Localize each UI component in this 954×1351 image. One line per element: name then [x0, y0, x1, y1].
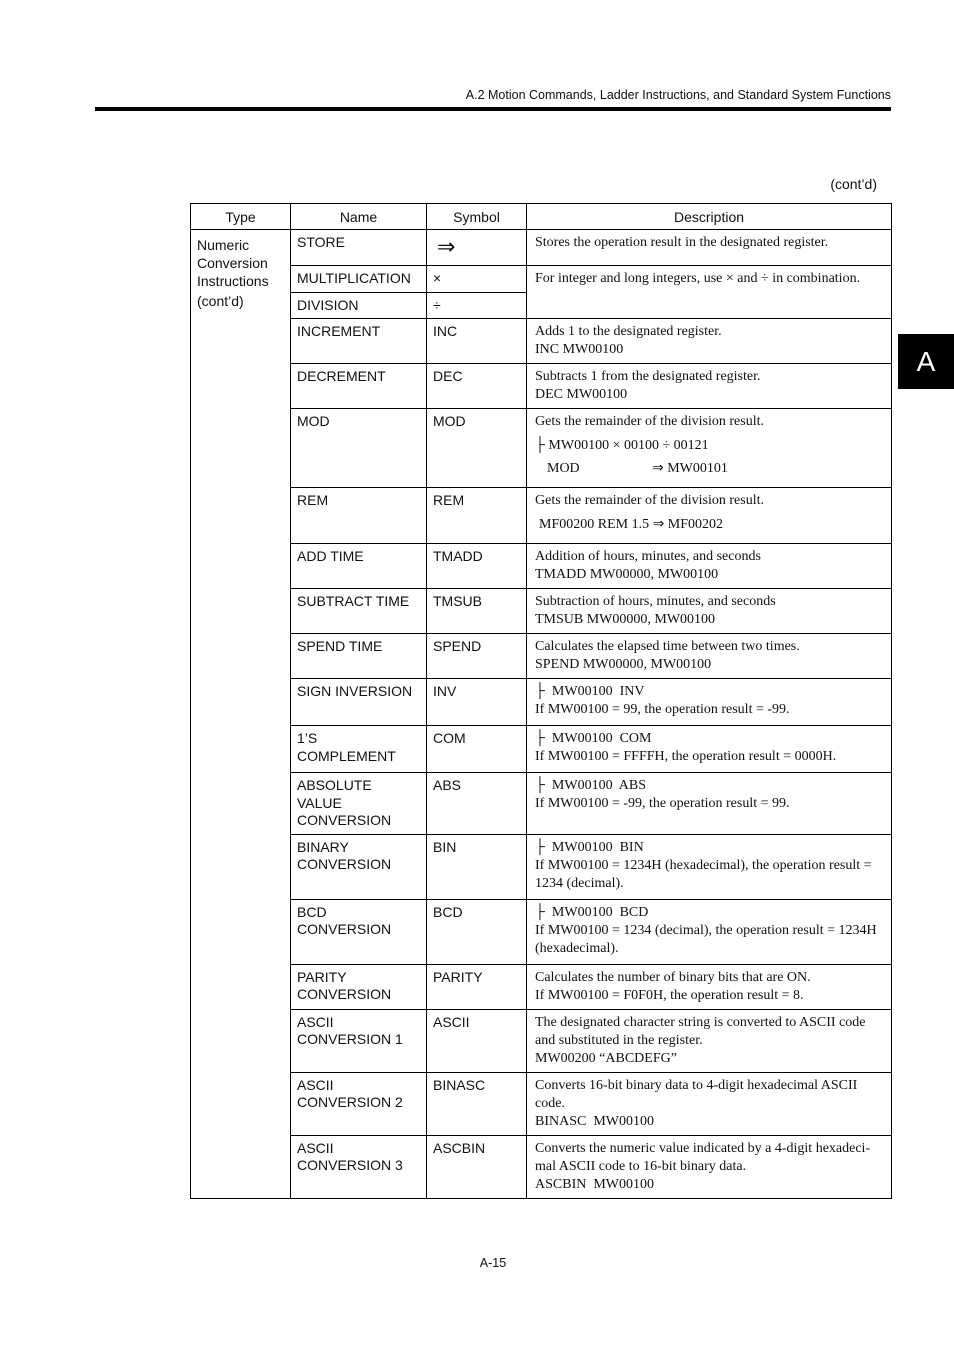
row-symbol: BINASC	[427, 1072, 527, 1135]
ladder-line: ├ MW00100 COM	[535, 731, 652, 746]
row-symbol: DEC	[427, 364, 527, 409]
name-line: CONVERSION	[297, 986, 392, 1002]
row-description	[527, 899, 892, 964]
row-symbol	[427, 230, 527, 266]
type-line: Conversion	[197, 255, 268, 271]
name-line: CONVERSION	[297, 856, 392, 872]
desc-line: code.	[535, 1095, 565, 1111]
row-description	[527, 1072, 892, 1135]
desc-line: Gets the remainder of the division result.	[535, 414, 764, 429]
row-name	[291, 726, 427, 773]
row-description	[527, 964, 892, 1009]
row-name: INCREMENT	[291, 319, 427, 364]
row-name: SPEND TIME	[291, 634, 427, 679]
table-row	[191, 634, 892, 679]
row-description	[527, 544, 892, 589]
ladder-line: ├ MW00100 ABS	[535, 778, 647, 793]
row-name: SUBTRACT TIME	[291, 589, 427, 634]
header-rule	[95, 107, 891, 111]
row-description	[527, 834, 892, 899]
type-line: Numeric	[197, 237, 250, 253]
row-description	[527, 409, 892, 488]
desc-line: 1234 (decimal).	[535, 875, 624, 891]
desc-line: ASCBIN MW00100	[535, 1176, 655, 1192]
row-name	[291, 1135, 427, 1198]
row-symbol: MOD	[427, 409, 527, 488]
row-description	[527, 634, 892, 679]
row-description	[527, 266, 892, 319]
name-line: CONVERSION 2	[297, 1094, 403, 1110]
row-description	[527, 1135, 892, 1198]
row-symbol: BCD	[427, 899, 527, 964]
desc-line: For integer and long integers, use × and ÷ in combination.	[535, 271, 861, 286]
table-row	[191, 726, 892, 773]
desc-line: Adds 1 to the designated register.	[535, 324, 722, 339]
row-symbol: BIN	[427, 834, 527, 899]
table-row	[191, 1009, 892, 1072]
name-line: ASCII	[297, 1013, 334, 1030]
row-symbol: ×	[427, 266, 527, 293]
desc-line: DEC MW00100	[535, 387, 628, 402]
row-symbol: ABS	[427, 773, 527, 835]
ladder-line: ├ MW00100 INV	[535, 684, 645, 699]
row-description	[527, 319, 892, 364]
header-description: Description	[527, 204, 892, 230]
desc-line: If MW00100 = FFFFH, the operation result = 0000H.	[535, 749, 837, 764]
desc-line: Calculates the elapsed time between two times.	[535, 639, 800, 654]
row-name	[291, 834, 427, 899]
ladder-line: MF00200 REM 1.5 ⇒ MF00202	[539, 517, 724, 532]
desc-line: Subtracts 1 from the designated register.	[535, 369, 761, 384]
name-line: COMPLEMENT	[297, 747, 396, 764]
row-description	[527, 1009, 892, 1072]
name-line: BINARY	[297, 838, 349, 855]
continued-label: (cont’d)	[830, 176, 877, 192]
row-symbol: SPEND	[427, 634, 527, 679]
desc-line: and substituted in the register.	[535, 1032, 703, 1048]
desc-line: The designated character string is converted to ASCII code	[535, 1014, 866, 1030]
row-name: REM	[291, 488, 427, 544]
row-symbol: REM	[427, 488, 527, 544]
running-head: A.2 Motion Commands, Ladder Instructions, and Standard System Functions	[465, 88, 891, 102]
header-symbol: Symbol	[427, 204, 527, 230]
header-name: Name	[291, 204, 427, 230]
row-name: STORE	[291, 230, 427, 266]
row-description	[527, 488, 892, 544]
ladder-line: ├ MW00100 BIN	[535, 839, 644, 855]
desc-line: If MW00100 = F0F0H, the operation result = 8.	[535, 987, 804, 1003]
desc-line: BINASC MW00100	[535, 1113, 655, 1129]
name-line: VALUE	[297, 794, 342, 811]
row-description	[527, 773, 892, 835]
desc-line: TMSUB MW00000, MW00100	[535, 612, 716, 627]
row-description	[527, 230, 892, 266]
table-row	[191, 230, 892, 266]
desc-line: Stores the operation result in the designated register.	[535, 235, 829, 250]
table-row	[191, 834, 892, 899]
row-name	[291, 1009, 427, 1072]
type-line: (cont’d)	[197, 293, 244, 309]
name-line: CONVERSION 1	[297, 1031, 403, 1047]
row-symbol: INC	[427, 319, 527, 364]
name-line: ASCII	[297, 1076, 334, 1093]
instruction-table	[190, 203, 892, 1199]
row-symbol: TMSUB	[427, 589, 527, 634]
desc-line: Subtraction of hours, minutes, and seconds	[535, 594, 776, 609]
name-line: 1’S	[297, 730, 318, 746]
desc-line: mal ASCII code to 16-bit binary data.	[535, 1158, 747, 1174]
desc-line: If MW00100 = 1234 (decimal), the operation result = 1234H	[535, 922, 877, 938]
table-row	[191, 409, 892, 488]
ladder-line	[535, 460, 883, 478]
desc-line: INC MW00100	[535, 342, 624, 357]
table-row	[191, 488, 892, 544]
table-row	[191, 679, 892, 726]
table-row	[191, 544, 892, 589]
row-name: MOD	[291, 409, 427, 488]
page-number: A-15	[479, 1256, 507, 1270]
row-symbol: ÷	[427, 292, 527, 319]
ladder-line: ├ MW00100 × 00100 ÷ 00121	[535, 438, 709, 453]
name-line: ASCII	[297, 1139, 334, 1156]
table-row	[191, 773, 892, 835]
header-type: Type	[191, 204, 291, 230]
table-row	[191, 589, 892, 634]
table-row	[191, 364, 892, 409]
desc-line: If MW00100 = 99, the operation result = -99.	[535, 702, 790, 717]
table-header-row	[191, 204, 892, 230]
table-row	[191, 266, 892, 293]
row-name: SIGN INVERSION	[291, 679, 427, 726]
desc-line: (hexadecimal).	[535, 940, 619, 956]
row-description	[527, 589, 892, 634]
row-name	[291, 964, 427, 1009]
desc-line: Converts the numeric value indicated by a 4-digit hexadeci-	[535, 1140, 871, 1156]
mod-label: MOD	[547, 461, 580, 476]
mod-result: ⇒ MW00101	[652, 461, 728, 476]
row-symbol: ASCII	[427, 1009, 527, 1072]
row-name	[291, 1072, 427, 1135]
row-symbol: COM	[427, 726, 527, 773]
desc-line: Converts 16-bit binary data to 4-digit hexadecimal ASCII	[535, 1077, 858, 1093]
row-name	[291, 773, 427, 835]
table-row	[191, 1135, 892, 1198]
desc-line: Gets the remainder of the division result.	[535, 493, 764, 508]
row-name: DECREMENT	[291, 364, 427, 409]
name-line: ABSOLUTE	[297, 777, 372, 793]
row-symbol: TMADD	[427, 544, 527, 589]
name-line: BCD	[297, 903, 327, 920]
section-tab: A	[898, 334, 954, 389]
desc-line: SPEND MW00000, MW00100	[535, 657, 712, 672]
desc-line: If MW00100 = -99, the operation result = 99.	[535, 796, 790, 811]
row-symbol: PARITY	[427, 964, 527, 1009]
row-description	[527, 364, 892, 409]
type-cell	[191, 230, 291, 1199]
row-description	[527, 726, 892, 773]
table-row	[191, 319, 892, 364]
ladder-line: ├ MW00100 BCD	[535, 904, 649, 920]
desc-line: If MW00100 = 1234H (hexadecimal), the operation result =	[535, 857, 872, 873]
row-name: DIVISION	[291, 292, 427, 319]
name-line: CONVERSION 3	[297, 1157, 403, 1173]
row-description	[527, 679, 892, 726]
desc-line: Addition of hours, minutes, and seconds	[535, 549, 761, 564]
desc-line: Calculates the number of binary bits that are ON.	[535, 969, 811, 985]
row-symbol: ASCBIN	[427, 1135, 527, 1198]
row-name: ADD TIME	[291, 544, 427, 589]
desc-line: TMADD MW00000, MW00100	[535, 567, 719, 582]
desc-line: MW00200 “ABCDEFG”	[535, 1050, 677, 1066]
row-name: MULTIPLICATION	[291, 266, 427, 293]
name-line: PARITY	[297, 968, 347, 985]
table-row	[191, 899, 892, 964]
name-line: CONVERSION	[297, 812, 392, 828]
row-symbol: INV	[427, 679, 527, 726]
store-arrow-icon: ⇒	[437, 234, 456, 259]
table-row	[191, 964, 892, 1009]
row-name	[291, 899, 427, 964]
table-row	[191, 1072, 892, 1135]
name-line: CONVERSION	[297, 921, 392, 937]
type-line: Instructions	[197, 273, 269, 289]
